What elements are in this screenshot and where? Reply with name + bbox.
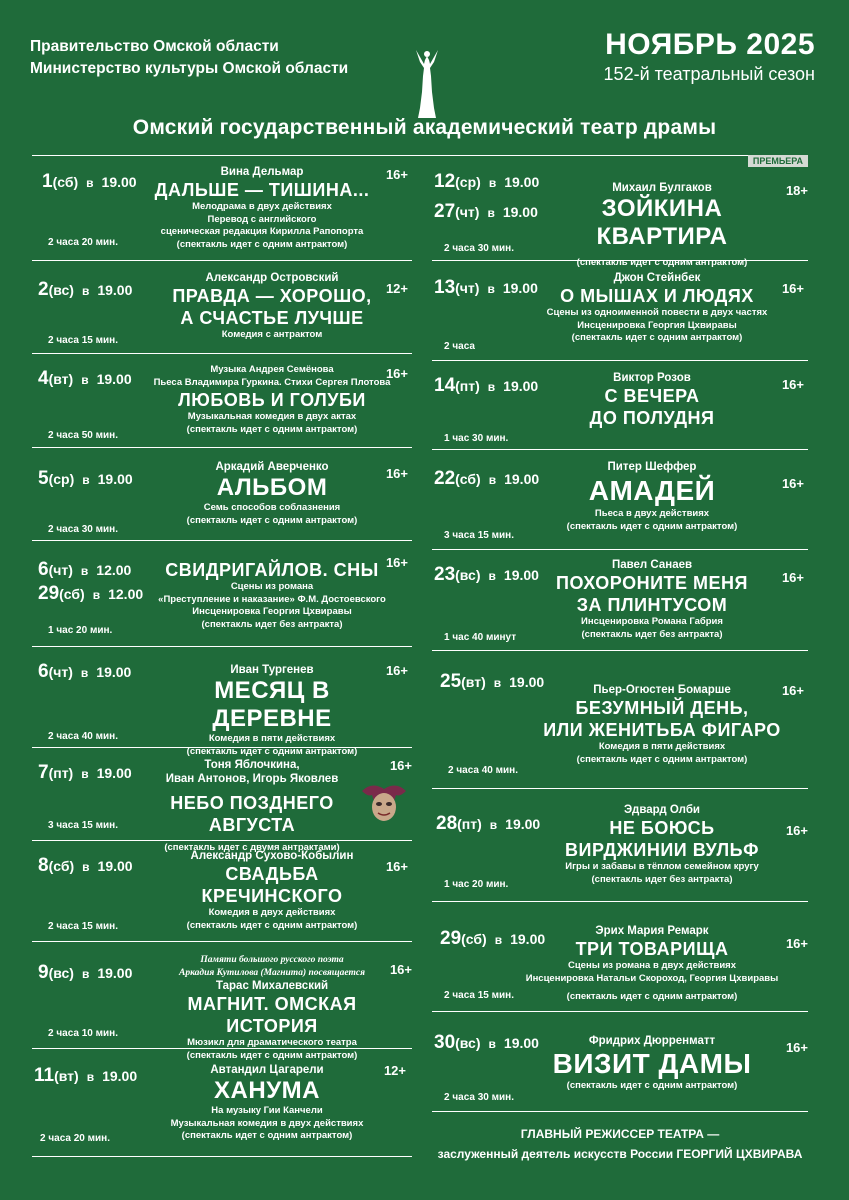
performance-entry (432, 550, 808, 651)
description-line: На музыку Гии Канчели (211, 1105, 323, 1116)
performance-title: СВАДЬБА (225, 864, 319, 884)
description-line: Мюзикл для драматического театра (187, 1037, 357, 1048)
chief-director-credit (432, 1124, 808, 1164)
performance-title-line-2: А СЧАСТЬЕ ЛУЧШЕ (180, 308, 364, 328)
author-line-2: Пьеса Владимира Гуркина. Стихи Сергея Плотова (153, 376, 391, 388)
description-line: (спектакль идет без антракта) (591, 873, 733, 885)
government-header (30, 36, 348, 80)
performance-date: 6(чт) в 19.00 (38, 661, 132, 682)
performance-entry (432, 361, 808, 450)
author: Джон Стейнбек (613, 272, 701, 284)
performance-entry (32, 541, 412, 647)
performance-info (542, 683, 782, 766)
performance-title: СВИДРИГАЙЛОВ. СНЫ (165, 560, 379, 580)
performance-date: 13(чт) в 19.00 (434, 277, 538, 298)
age-rating: 16+ (781, 377, 804, 392)
description-line: (спектакль идет с одним антрактом) (186, 919, 358, 931)
description-line: «Преступление и наказание» Ф.М. Достоевского (158, 593, 386, 605)
performance-date: 4(вт) в 19.00 (38, 368, 132, 389)
age-rating: 16+ (781, 570, 804, 585)
duration: 2 часа 15 мин. (48, 921, 118, 932)
performance-title: ХАНУМА (214, 1077, 320, 1104)
age-rating: 18+ (785, 183, 808, 198)
duration: 2 часа 15 мин. (48, 335, 118, 346)
performance-date: 22(сб) в 19.00 (434, 468, 540, 489)
author: Эдвард Олби (624, 804, 700, 816)
government-line-1: Правительство Омской области (30, 38, 279, 55)
description-line: Музыкальная комедия в двух действиях (170, 1117, 364, 1129)
description-line: Сцены из романа (230, 581, 314, 592)
performance-info (152, 849, 392, 932)
duration: 2 часа 30 мин. (444, 243, 514, 254)
performance-info (532, 460, 772, 533)
duration: 2 часа 10 мин. (48, 1028, 118, 1039)
performance-info (142, 954, 402, 1062)
duration: 1 час 30 мин. (444, 433, 509, 444)
description-line: Музыкальная комедия в двух актах (187, 411, 357, 422)
performance-entry (32, 647, 412, 757)
age-rating: 16+ (389, 962, 412, 977)
performance-date: 11(вт) в 19.00 (34, 1065, 138, 1086)
description-line: (спектакль идет с одним антрактом) (566, 520, 738, 532)
description-line: (спектакль идет с одним антрактом) (186, 423, 358, 435)
age-rating: 16+ (781, 476, 804, 491)
performance-entry (32, 354, 412, 448)
performance-info (532, 558, 772, 641)
performance-date: 5(ср) в 19.00 (38, 468, 133, 489)
age-rating: 16+ (785, 936, 808, 951)
performance-date: 6(чт) в 12.00 (38, 559, 132, 580)
author: Эрих Мария Ремарк (595, 925, 709, 937)
performance-date: 27(чт) в 19.00 (434, 201, 538, 222)
month-title: НОЯБРЬ 2025 (605, 28, 815, 61)
performance-entry (432, 902, 808, 1012)
description-line: Сцены из романа в двух действиях (567, 960, 737, 971)
author: Аркадий Аверченко (215, 461, 329, 473)
theatre-mask-icon (360, 777, 408, 825)
performance-info (152, 663, 392, 758)
performance-date: 23(вс) в 19.00 (434, 564, 539, 585)
duration: 2 часа 40 мин. (448, 765, 518, 776)
description-line: Комедия в пяти действиях (598, 741, 726, 752)
duration: 2 часа 50 мин. (48, 430, 118, 441)
description-line: Сцены из одноименной повести в двух частях (546, 307, 768, 318)
description-line: (спектакль идет без антракта) (581, 628, 723, 640)
author: Автандил Цагарели (210, 1064, 324, 1076)
performance-title: С ВЕЧЕРА (604, 386, 700, 406)
performance-info (532, 1034, 772, 1093)
performance-info (532, 803, 792, 886)
author: Тоня Яблочкина, (204, 759, 300, 771)
age-rating: 16+ (781, 281, 804, 296)
description-line: Игры и забавы в тёплом семейном кругу (565, 861, 759, 872)
description-line: Комедия в двух действиях (208, 907, 336, 918)
description-line: (спектакль идет с одним антрактом) (576, 753, 748, 765)
age-rating: 16+ (385, 859, 408, 874)
performance-entry (32, 448, 412, 541)
description-line: (спектакль идет с одним антрактом) (571, 332, 743, 343)
description-line: (спектакль идет с одним антрактом) (186, 745, 358, 757)
duration: 2 часа 30 мин. (48, 524, 118, 535)
age-rating: 16+ (385, 366, 408, 381)
season-label: 152-й театральный сезон (603, 64, 815, 84)
performance-info (142, 559, 402, 631)
author: Музыка Андрея Семёнова (210, 364, 334, 375)
performance-title-line-2: ДО ПОЛУДНЯ (589, 408, 715, 428)
author: Тарас Михалевский (215, 980, 329, 992)
performance-title: ТРИ ТОВАРИЩА (575, 939, 729, 959)
performance-info (142, 364, 402, 436)
performance-date: 29(сб) в 19.00 (440, 928, 546, 949)
performance-info (522, 271, 792, 345)
performance-date: 30(вс) в 19.00 (434, 1032, 539, 1053)
duration: 3 часа 15 мин. (48, 820, 118, 831)
description-line: (спектакль идет с одним антрактом) (181, 1130, 353, 1141)
performance-title: ПОХОРОНИТЕ МЕНЯ (556, 573, 748, 593)
performance-entry (432, 789, 808, 902)
author: Павел Санаев (611, 559, 693, 571)
performance-date: 7(пт) в 19.00 (38, 762, 132, 783)
theatre-name: Омский государственный академический театр драмы (132, 116, 717, 139)
duration: 2 часа 40 мин. (48, 731, 118, 742)
description-line: (спектакль идет с одним антрактом) (576, 257, 748, 268)
description-line: сценическая редакция Кирилла Рапопорта (160, 226, 364, 237)
performance-info (492, 924, 812, 1004)
age-rating: 16+ (385, 663, 408, 678)
description-line: Инсценировка Георгия Цхвиравы (192, 606, 352, 617)
age-rating: 16+ (781, 683, 804, 698)
performance-date: 28(пт) в 19.00 (436, 813, 541, 834)
description-line: (спектакль идет с одним антрактом) (186, 1049, 358, 1061)
performance-title: НЕБО ПОЗДНЕГО АВГУСТА (170, 793, 334, 835)
duration: 1 час 20 мин. (48, 625, 113, 636)
duration: 3 часа 15 мин. (444, 530, 514, 541)
age-rating: 12+ (385, 281, 408, 296)
description-line: Перевод с английского (207, 213, 317, 225)
author: Питер Шеффер (607, 461, 697, 473)
duration: 2 часа 20 мин. (40, 1133, 110, 1144)
performance-info (152, 460, 392, 527)
performance-title: ЛЮБОВЬ И ГОЛУБИ (178, 390, 366, 410)
age-rating: 16+ (785, 1040, 808, 1055)
duration: 1 час 20 мин. (444, 879, 509, 890)
performance-entry (32, 1049, 412, 1157)
author: Иван Тургенев (230, 664, 314, 676)
performance-title-line-2: КРЕЧИНСКОГО (201, 886, 343, 906)
performance-title-line-2: ВИРДЖИНИИ ВУЛЬФ (565, 840, 759, 860)
age-rating: 16+ (385, 167, 408, 182)
performance-date: 12(ср) в 19.00 (434, 171, 540, 192)
performance-info (542, 181, 782, 270)
description-line: Инсценировка Георгия Цхвиравы (577, 319, 737, 331)
performance-entry (432, 651, 808, 789)
author: Александр Островский (205, 272, 339, 284)
performance-title: МАГНИТ. ОМСКАЯ ИСТОРИЯ (187, 994, 357, 1036)
performance-date: 14(пт) в 19.00 (434, 375, 539, 396)
age-rating: 16+ (389, 758, 412, 773)
footer-line-1: ГЛАВНЫЙ РЕЖИССЕР ТЕАТРА — (520, 1127, 720, 1141)
performance-date: 1(сб) в 19.00 (42, 171, 137, 192)
age-rating: 16+ (785, 823, 808, 838)
description-line: (спектакль идет с одним антрактом) (176, 238, 348, 250)
performance-title: МЕСЯЦ В ДЕРЕВНЕ (212, 677, 332, 732)
performance-entry (32, 841, 412, 942)
description-line: Мелодрама в двух действиях (192, 201, 332, 212)
duration: 2 часа 15 мин. (444, 990, 514, 1001)
author-line-2: Иван Антонов, Игорь Яковлев (165, 773, 339, 785)
description-line: Инсценировка Натальи Скороход, Георгия Цхвиравы (525, 972, 779, 984)
performance-date: 9(вс) в 19.00 (38, 962, 133, 983)
performance-title: О МЫШАХ И ЛЮДЯХ (560, 286, 754, 306)
performance-title: ДАЛЬШЕ — ТИШИНА... (154, 180, 370, 200)
description-line: (спектакль идет с двумя антрактами) (164, 842, 340, 853)
performance-date: 2(вс) в 19.00 (38, 279, 133, 300)
dedication-line: Памяти большого русского поэта (200, 955, 344, 965)
author: Пьер-Огюстен Бомарше (593, 684, 731, 696)
description-line: (спектакль идет с одним антрактом) (566, 991, 738, 1002)
description-line: Комедия в пяти действиях (208, 733, 336, 744)
age-rating: 12+ (383, 1063, 406, 1078)
footer-line-2: заслуженный деятель искусств России ГЕОРГИЙ ЦХВИРАВА (437, 1147, 803, 1161)
performance-entry (32, 261, 412, 354)
duration: 2 часа 30 мин. (444, 1092, 514, 1103)
age-rating: 16+ (385, 466, 408, 481)
dedication-line: Аркадия Кутилова (Магнита) посвящается (178, 967, 366, 978)
performance-title: БЕЗУМНЫЙ ДЕНЬ, (575, 698, 749, 718)
duration: 2 часа 20 мин. (48, 237, 118, 248)
performance-info (152, 271, 392, 342)
description-line: (спектакль идет с одним антрактом) (186, 514, 358, 526)
description-line: Пьеса в двух действиях (594, 508, 710, 519)
author: Вина Дельмар (220, 166, 304, 178)
performance-info (142, 1063, 392, 1143)
performance-title: ПРАВДА — ХОРОШО, (172, 286, 372, 306)
description-line: (спектакль идет без антракта) (201, 618, 343, 630)
description-line: Семь способов соблазнения (203, 502, 341, 513)
performance-title-line-2: ИЛИ ЖЕНИТЬБА ФИГАРО (543, 720, 781, 740)
author: Александр Сухово-Кобылин (190, 850, 354, 862)
author: Виктор Розов (613, 372, 691, 384)
performance-entry (432, 155, 808, 268)
performance-title: АМАДЕЙ (588, 475, 716, 506)
age-rating: 16+ (385, 555, 408, 570)
government-line-2: Министерство культуры Омской области (30, 60, 349, 77)
premiere-badge: ПРЕМЬЕРА (748, 155, 808, 167)
performance-info (542, 371, 762, 429)
performance-title: ЗОЙКИНА КВАРТИРА (596, 195, 728, 250)
duration: 1 час 40 минут (444, 632, 517, 643)
performance-date: 8(сб) в 19.00 (38, 855, 133, 876)
author: Михаил Булгаков (612, 182, 712, 194)
performance-entry (32, 942, 412, 1061)
performance-entry (432, 450, 808, 550)
performance-title-line-2: ЗА ПЛИНТУСОМ (576, 595, 728, 615)
performance-entry (32, 745, 412, 853)
performance-entry (32, 155, 412, 261)
description-line: (спектакль идет с одним антрактом) (566, 1080, 738, 1091)
theatre-statue-logo-icon (412, 46, 442, 122)
performance-entry (432, 1012, 808, 1112)
performance-title: АЛЬБОМ (216, 474, 328, 501)
performance-date: 29(сб) в 12.00 (38, 583, 144, 604)
performance-title: НЕ БОЮСЬ (609, 818, 715, 838)
performance-entry (432, 261, 808, 361)
description-line: Инсценировка Романа Габрия (581, 616, 723, 627)
description-line: Комедия с антрактом (221, 329, 323, 340)
performance-info (152, 165, 372, 251)
duration: 2 часа (444, 341, 475, 352)
performance-title: ВИЗИТ ДАМЫ (552, 1048, 752, 1079)
author: Фридрих Дюрренматт (588, 1035, 716, 1047)
performance-date: 25(вт) в 19.00 (440, 671, 545, 692)
